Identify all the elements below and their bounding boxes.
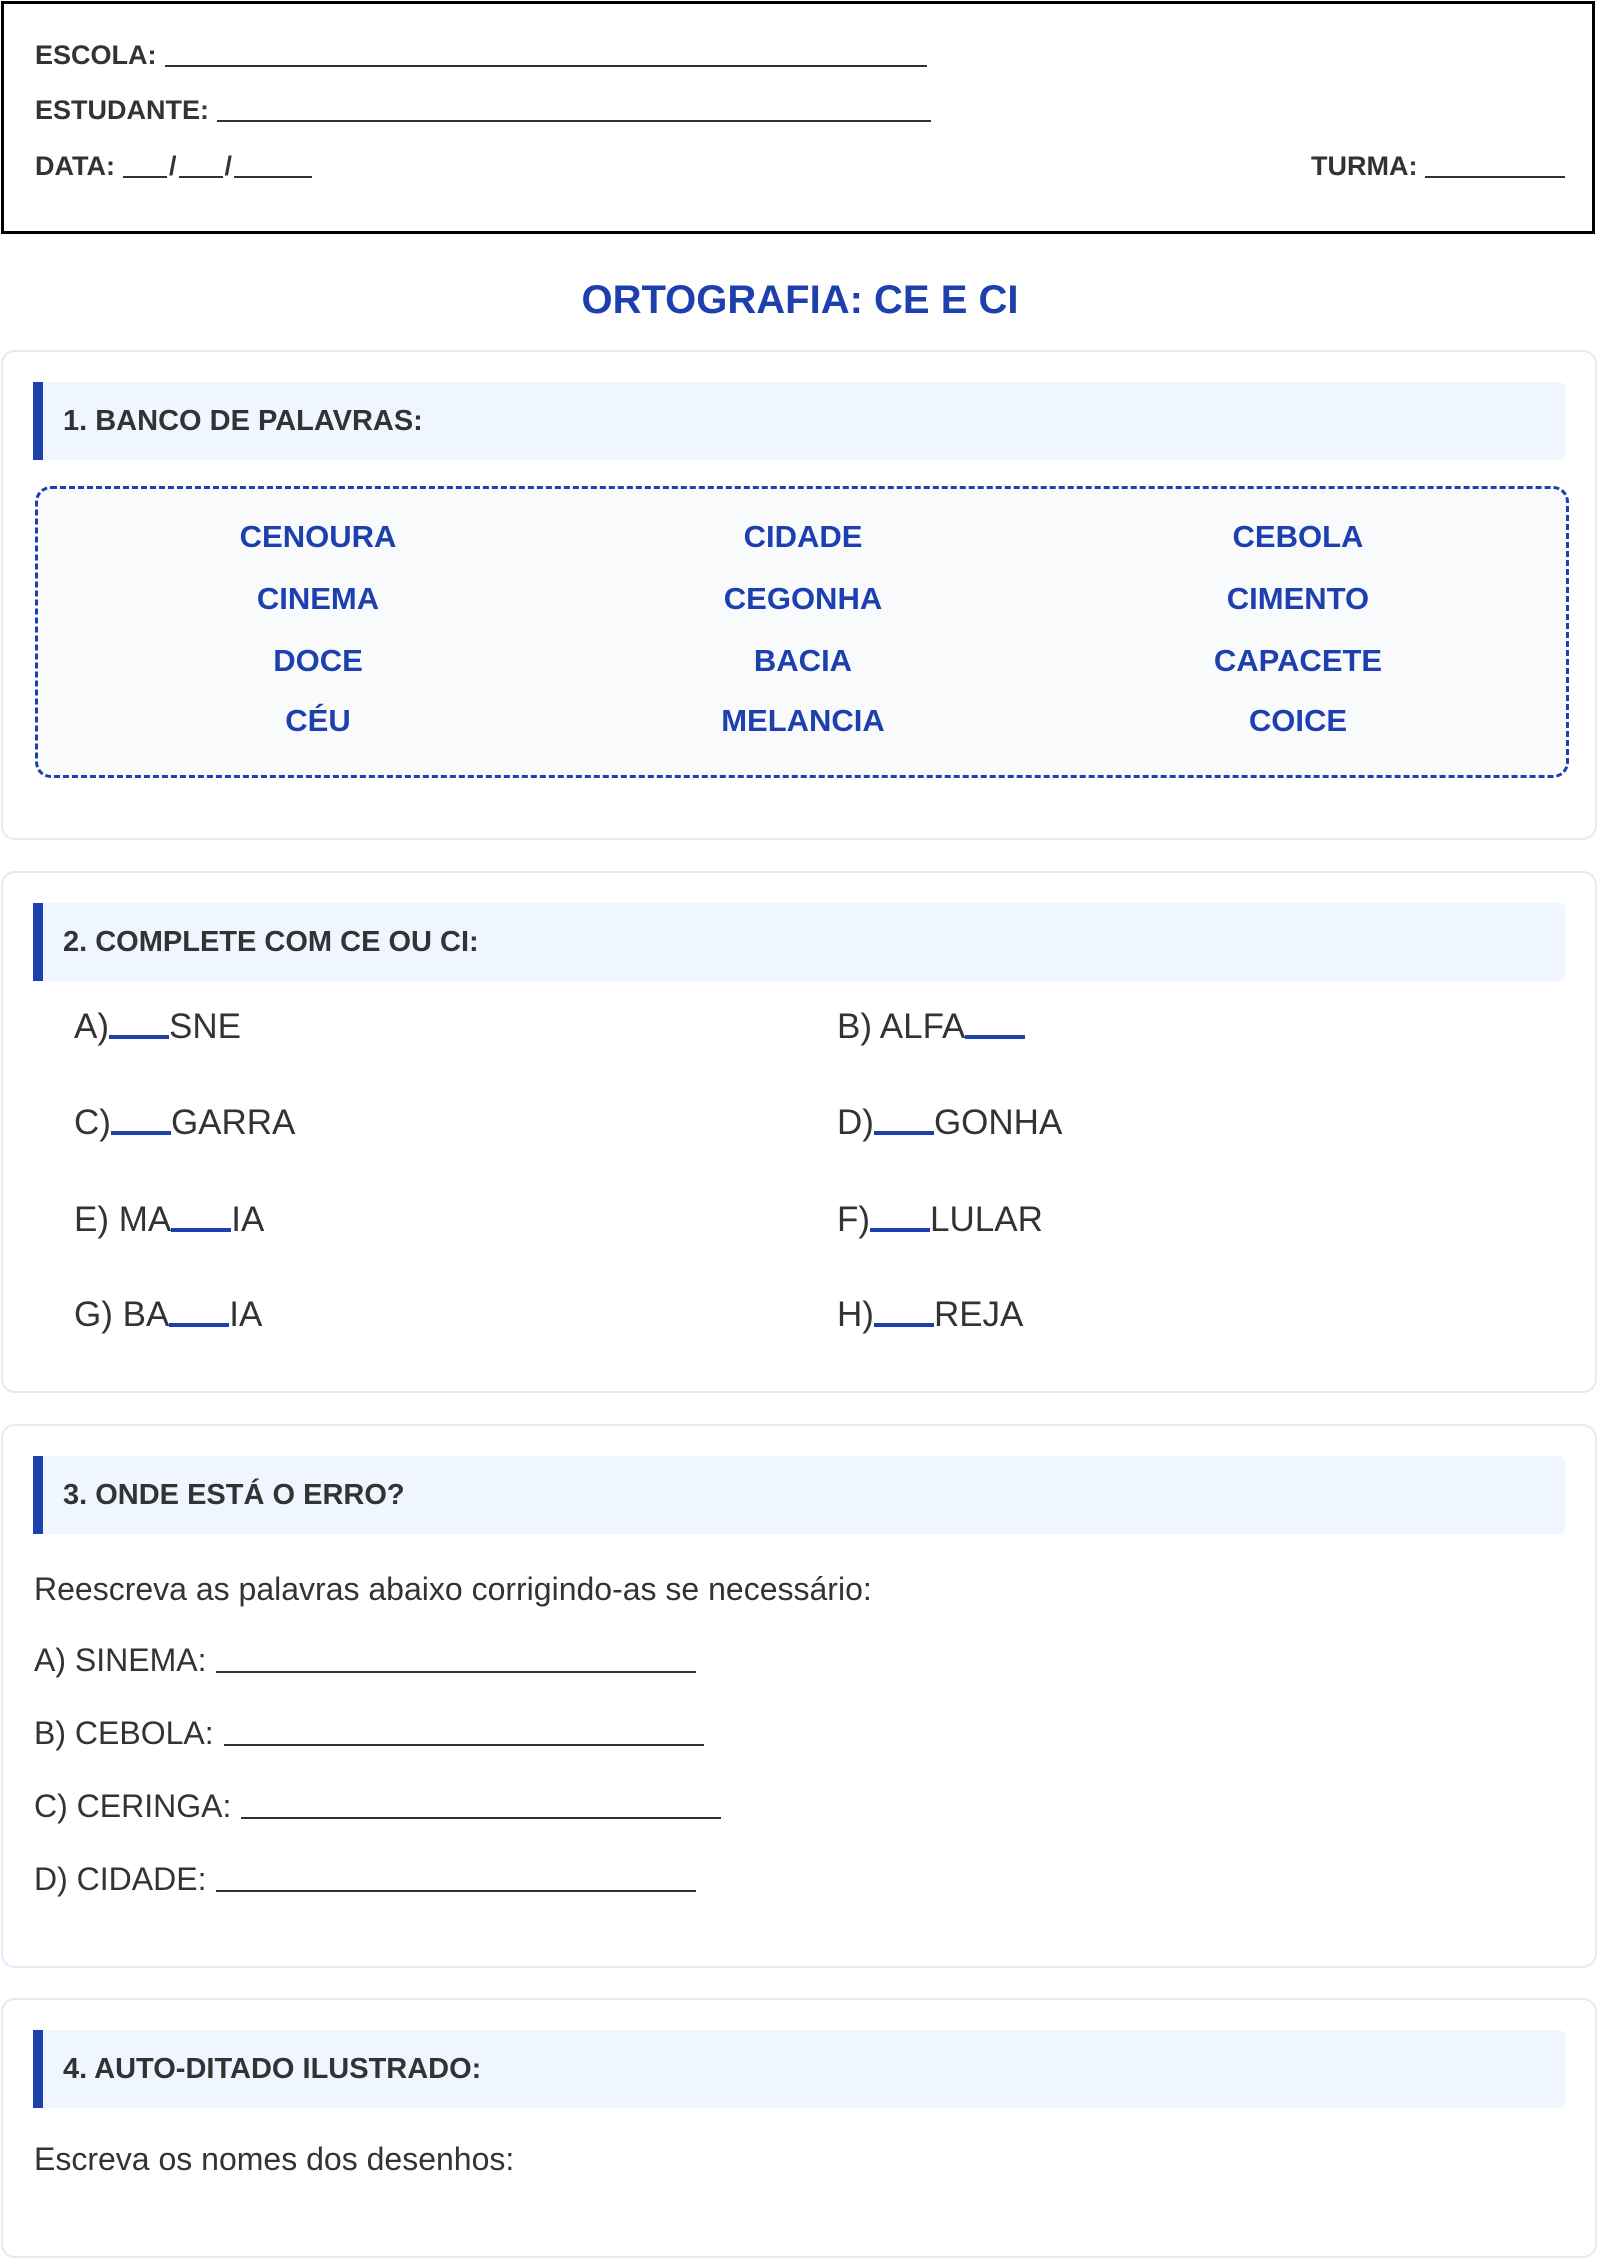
section-heading: 4. AUTO-DITADO ILUSTRADO: [33,2030,1565,2108]
exercise-item [837,1295,1023,1335]
section-word-bank [1,350,1597,840]
section-heading: 3. ONDE ESTÁ O ERRO? [33,1456,1565,1534]
estudante-line[interactable] [217,119,931,122]
answer-line[interactable] [224,1744,704,1746]
correction-label: C) CERINGA: [34,1788,232,1824]
correction-label: A) SINEMA: [34,1642,207,1678]
fill-blank[interactable] [169,1323,229,1327]
correction-item [34,1861,696,1898]
estudante-label: ESTUDANTE: [35,95,209,125]
answer-line[interactable] [241,1817,721,1819]
instruction-text: Escreva os nomes dos desenhos: [34,2141,515,2177]
correction-label: D) CIDADE: [34,1861,207,1897]
item-suffix: IA [229,1295,263,1334]
word-bank-item: BACIA [753,643,853,678]
word-bank-item: CEGONHA [723,581,883,616]
page-title: ORTOGRAFIA: CE E CI [581,278,1019,322]
escola-label: ESCOLA: [35,40,157,70]
instruction-text: Reescreva as palavras abaixo corrigindo-as se necessário: [34,1571,872,1607]
exercise-item [837,1103,1062,1143]
item-suffix: SNE [169,1007,241,1046]
exercise-item [74,1295,262,1335]
item-suffix: GONHA [933,1103,1063,1142]
section-find-error [1,1424,1597,1968]
item-suffix: LULAR [930,1200,1043,1239]
date-year-line[interactable] [234,175,312,178]
section-heading: 1. BANCO DE PALAVRAS: [33,382,1565,460]
section-illustrated-dictation [1,1998,1597,2258]
item-prefix: A) [74,1007,109,1046]
header-box [1,1,1595,234]
item-prefix: D) [837,1103,874,1142]
answer-line[interactable] [216,1890,696,1892]
exercise-item [837,1007,1025,1047]
exercise-item [837,1200,1043,1240]
item-prefix: H) [837,1295,874,1334]
data-row [35,151,312,182]
item-prefix: G) BA [74,1295,170,1334]
fill-blank[interactable] [874,1323,934,1327]
exercise-item [74,1103,295,1143]
item-prefix: F) [837,1200,871,1239]
exercise-item [74,1200,264,1240]
word-bank-item: CINEMA [256,581,380,616]
item-prefix: C) [74,1103,111,1142]
section-complete [1,871,1597,1393]
date-month-line[interactable] [179,175,223,178]
estudante-row [35,95,931,126]
fill-blank[interactable] [874,1131,934,1135]
correction-item [34,1788,721,1825]
turma-row [1311,151,1565,182]
fill-blank[interactable] [870,1228,930,1232]
correction-label: B) CEBOLA: [34,1715,214,1751]
word-bank-item: CEBOLA [1232,519,1364,554]
turma-line[interactable] [1425,175,1565,178]
word-bank-item: MELANCIA [721,703,885,738]
date-slash: / [168,151,177,181]
word-bank-item: CÉU [285,703,351,738]
word-bank-item: DOCE [273,643,363,678]
escola-row [35,40,927,71]
item-suffix: GARRA [170,1103,296,1142]
date-slash: / [224,151,233,181]
item-prefix: B) ALFA [837,1007,966,1046]
word-bank-box [35,486,1569,778]
word-bank-item: COICE [1248,703,1348,738]
fill-blank[interactable] [109,1035,169,1039]
date-day-line[interactable] [123,175,167,178]
item-suffix: REJA [933,1295,1024,1334]
word-bank-item: CAPACETE [1213,643,1383,678]
item-prefix: E) MA [74,1200,172,1239]
turma-label: TURMA: [1311,151,1418,181]
fill-blank[interactable] [111,1131,171,1135]
escola-line[interactable] [165,64,927,67]
answer-line[interactable] [216,1671,696,1673]
correction-item [34,1642,696,1679]
exercise-item [74,1007,241,1047]
word-bank-item: CIMENTO [1226,581,1370,616]
data-label: DATA: [35,151,115,181]
word-bank-item: CENOURA [239,519,397,554]
word-bank-item: CIDADE [743,519,863,554]
fill-blank[interactable] [965,1035,1025,1039]
section-heading: 2. COMPLETE COM CE OU CI: [33,903,1565,981]
fill-blank[interactable] [171,1228,231,1232]
correction-item [34,1715,704,1752]
item-suffix: IA [231,1200,265,1239]
